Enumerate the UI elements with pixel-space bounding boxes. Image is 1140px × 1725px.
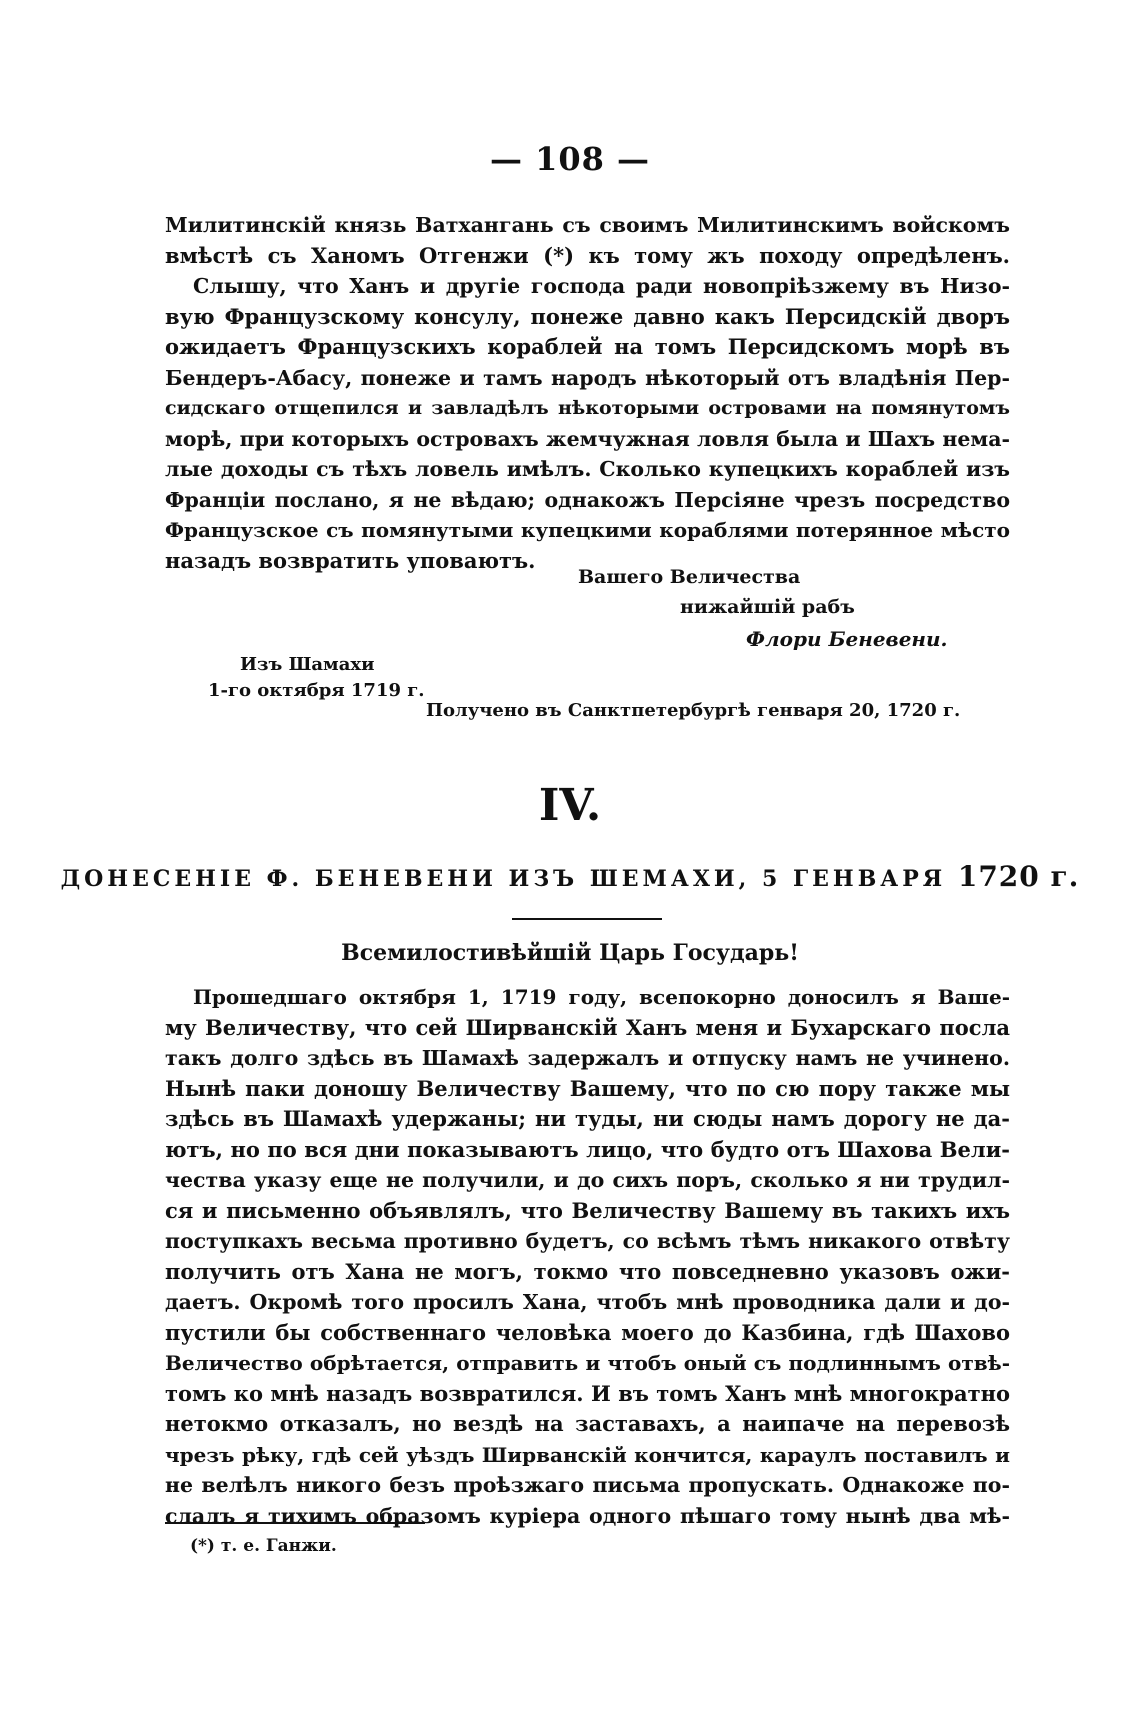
text-line: Французское съ помянутыми купецкими кораблями потерянное мѣсто: [165, 518, 1010, 542]
signature: Флори Беневени.: [746, 627, 948, 651]
text-line: слалъ я тихимъ образомъ курiера одного пѣшаго тому нынѣ два мѣ-: [165, 1503, 1010, 1528]
section-title-year: 1720 г.: [957, 860, 1080, 893]
text-line: здѣсь въ Шамахѣ удержаны; ни туды, ни сюды намъ дорогу не да-: [165, 1106, 1010, 1131]
text-line: нетокмо отказалъ, но вездѣ на заставахъ, а наипаче на перевозѣ: [165, 1411, 1010, 1436]
text-line: даетъ. Окромѣ того просилъ Хана, чтобъ мнѣ проводника дали и до-: [165, 1290, 1010, 1314]
received-note: Получено въ Санктпетербургѣ генваря 20, 1720 г.: [426, 700, 961, 721]
origin-date: 1-го октября 1719 г.: [208, 680, 425, 701]
text-line: му Величеству, что сей Ширванскій Ханъ меня и Бухарскаго посла: [165, 1014, 1010, 1040]
text-line: сидскаго отщепился и завладѣлъ нѣкоторыми островами на помянутомъ: [165, 397, 1010, 419]
text-line: Слышу, что Ханъ и другіе господа ради новопріѣзжему въ Низо-: [193, 274, 1010, 298]
text-line: такъ долго здѣсь въ Шамахѣ задержалъ и отпуску намъ не учинено.: [165, 1046, 1010, 1070]
letter-2-body: [165, 982, 1010, 1531]
text-line: пустили бы собственнаго человѣка моего до Казбина, гдѣ Шахово: [165, 1319, 1010, 1345]
footnote: (*) т. е. Ганжи.: [190, 1536, 337, 1556]
text-line: Нынѣ паки доношу Величеству Вашему, что по сю пору также мы: [165, 1075, 1010, 1101]
text-line: томъ ко мнѣ назадъ возвратился. И въ томъ Ханъ мнѣ многократно: [165, 1380, 1010, 1406]
page-number: — 108 —: [489, 140, 651, 178]
footnote-divider: [165, 1522, 425, 1524]
text-line: вмѣстѣ съ Ханомъ Отгенжи (*) къ тому жъ походу опредѣленъ.: [165, 242, 1010, 268]
text-line: Бендеръ-Абасу, понеже и тамъ народъ нѣкоторый отъ владѣнія Пер-: [165, 365, 1010, 390]
text-line: поступкахъ весьма противно будетъ, со всѣмъ тѣмъ никакого отвѣту: [165, 1229, 1010, 1253]
text-line: ся и письменно объявлялъ, что Величеству Вашему въ такихъ ихъ: [165, 1197, 1010, 1223]
section-numeral: IV.: [538, 780, 602, 831]
text-line: лые доходы съ тѣхъ ловель имѣлъ. Сколько купецкихъ кораблей изъ: [165, 457, 1010, 481]
text-line: Прошедшаго октября 1, 1719 году, всепокорно доносилъ я Ваше-: [193, 985, 1010, 1009]
closing-line-2: нижайшій рабъ: [680, 596, 855, 618]
closing-line-1: Вашего Величества: [578, 566, 801, 588]
text-line: Франціи послано, я не вѣдаю; однакожъ Персіяне чрезъ посредство: [165, 487, 1010, 512]
text-line: ютъ, но по вся дни показываютъ лицо, что будто отъ Шахова Вели-: [165, 1136, 1010, 1162]
origin-place: Изъ Шамахи: [240, 654, 375, 675]
text-line: вую Французскому консулу, понеже давно какъ Персидскій дворъ: [165, 303, 1010, 329]
text-line: чрезъ рѣку, гдѣ сей уѣздъ Ширванскій кончится, караулъ поставилъ и: [165, 1442, 1010, 1467]
text-line: ожидаетъ Французскихъ кораблей на томъ Персидскомъ морѣ въ: [165, 334, 1010, 359]
text-line: Милитинскій князь Ватхангань съ своимъ Милитинскимъ войскомъ: [165, 213, 1010, 237]
section-title-text: ДОНЕСЕНІЕ Ф. БЕНЕВЕНИ ИЗЪ ШЕМАХИ, 5 ГЕНВАРЯ: [60, 866, 947, 892]
letter-1-body: [165, 210, 1010, 576]
salutation: Всемилостивѣйшій Царь Государь!: [341, 940, 799, 966]
section-title: [0, 860, 1140, 893]
text-line: Величество обрѣтается, отправить и чтобъ оный съ подлиннымъ отвѣ-: [165, 1351, 1010, 1375]
text-line: чества указу еще не получили, и до сихъ поръ, сколько я ни трудил-: [165, 1168, 1010, 1192]
text-line: назадъ возвратить уповаютъ.: [165, 547, 536, 573]
text-line: не велѣлъ никого безъ проѣзжаго письма пропускать. Однакоже по-: [165, 1473, 1010, 1497]
text-line: морѣ, при которыхъ островахъ жемчужная ловля была и Шахъ нема-: [165, 426, 1010, 451]
title-divider: [512, 918, 662, 920]
text-line: получить отъ Хана не могъ, токмо что повседневно указовъ ожи-: [165, 1258, 1010, 1284]
